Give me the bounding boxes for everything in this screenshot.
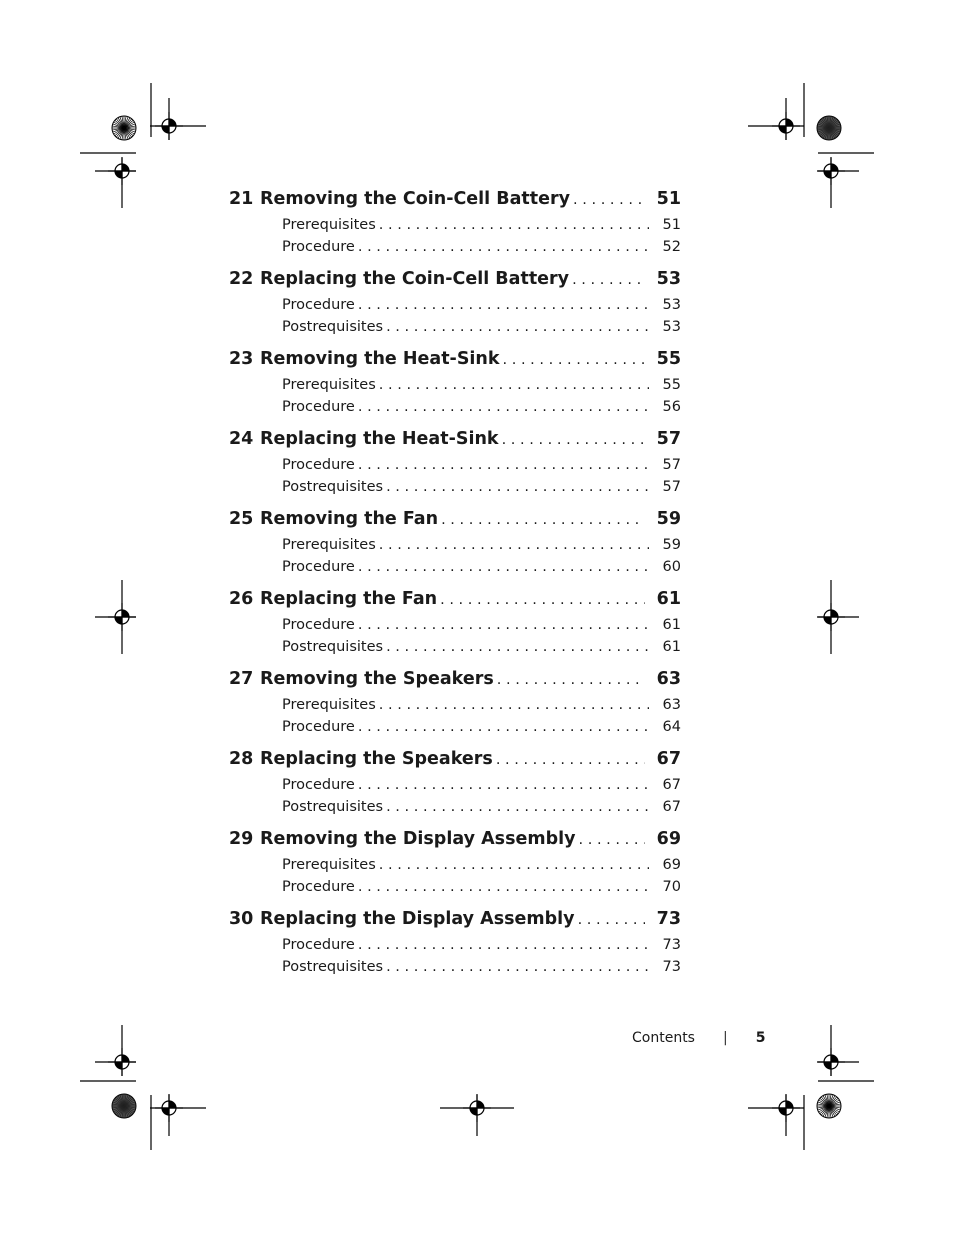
dot-leader [358, 937, 649, 953]
section-page-number: 64 [662, 719, 681, 735]
starburst-target-icon [112, 1094, 136, 1118]
section-page-number: 55 [662, 377, 681, 393]
dot-leader [386, 799, 649, 815]
section-page-number: 59 [662, 537, 681, 553]
dot-leader [358, 617, 649, 633]
chapter-page-number: 69 [656, 829, 681, 849]
dot-leader [441, 512, 645, 528]
chapter-title: Removing the Display Assembly [260, 829, 576, 849]
chapter-number: 23 [229, 349, 254, 369]
chapter-page-number: 63 [656, 669, 681, 689]
section-page-number: 52 [662, 239, 681, 255]
chapter-title: Removing the Speakers [260, 669, 494, 689]
section-page-number: 63 [662, 697, 681, 713]
dot-leader [386, 479, 649, 495]
section-page-number: 67 [662, 777, 681, 793]
chapter-title: Removing the Fan [260, 509, 439, 529]
toc-section-entry[interactable] [282, 217, 681, 239]
section-title: Procedure [282, 617, 355, 633]
section-title: Procedure [282, 879, 355, 895]
section-title: Procedure [282, 457, 355, 473]
toc-section-entry[interactable] [282, 297, 681, 319]
dot-leader [579, 832, 645, 848]
toc-section-entry[interactable] [282, 399, 681, 421]
dot-leader [573, 192, 645, 208]
section-page-number: 53 [662, 319, 681, 335]
toc-chapter-entry[interactable] [229, 269, 681, 297]
section-page-number: 61 [662, 617, 681, 633]
section-title: Postrequisites [282, 799, 384, 815]
chapter-number: 25 [229, 509, 254, 529]
dot-leader [496, 752, 645, 768]
dot-leader [440, 592, 645, 608]
dot-leader [358, 719, 649, 735]
toc-section-entry[interactable] [282, 239, 681, 261]
toc-chapter [229, 829, 681, 901]
toc-section-entry[interactable] [282, 537, 681, 559]
toc-section-entry[interactable] [282, 639, 681, 661]
dot-leader [386, 639, 649, 655]
chapter-title: Replacing the Display Assembly [260, 909, 575, 929]
page-footer [600, 1030, 766, 1046]
toc-section-entry[interactable] [282, 559, 681, 581]
chapter-page-number: 67 [656, 749, 681, 769]
section-title: Prerequisites [282, 217, 376, 233]
dot-leader [358, 297, 649, 313]
section-title: Prerequisites [282, 377, 376, 393]
chapter-number: 30 [229, 909, 254, 929]
toc-chapter [229, 349, 681, 421]
section-title: Procedure [282, 399, 355, 415]
section-title: Procedure [282, 239, 355, 255]
chapter-number: 27 [229, 669, 254, 689]
table-of-contents [229, 189, 681, 989]
dot-leader [379, 377, 649, 393]
chapter-title: Removing the Heat-Sink [260, 349, 500, 369]
section-title: Postrequisites [282, 479, 384, 495]
toc-chapter-entry[interactable] [229, 589, 681, 617]
section-title: Procedure [282, 297, 355, 313]
chapter-number: 26 [229, 589, 254, 609]
chapter-title: Replacing the Heat-Sink [260, 429, 499, 449]
toc-section-entry[interactable] [282, 799, 681, 821]
dot-leader [358, 777, 649, 793]
chapter-page-number: 73 [656, 909, 681, 929]
dot-leader [379, 537, 649, 553]
toc-chapter-entry[interactable] [229, 909, 681, 937]
toc-section-entry[interactable] [282, 479, 681, 501]
chapter-title: Replacing the Coin-Cell Battery [260, 269, 570, 289]
chapter-title: Removing the Coin-Cell Battery [260, 189, 571, 209]
dot-leader [358, 239, 649, 255]
dot-leader [379, 857, 649, 873]
toc-chapter-entry[interactable] [229, 349, 681, 377]
section-page-number: 53 [662, 297, 681, 313]
footer-section-label: Contents [632, 1030, 695, 1046]
section-page-number: 61 [662, 639, 681, 655]
section-page-number: 67 [662, 799, 681, 815]
section-page-number: 69 [662, 857, 681, 873]
toc-chapter-entry[interactable] [229, 669, 681, 697]
section-title: Postrequisites [282, 959, 384, 975]
toc-chapter [229, 429, 681, 501]
toc-chapter [229, 189, 681, 261]
toc-chapter [229, 589, 681, 661]
chapter-page-number: 53 [656, 269, 681, 289]
toc-chapter-entry[interactable] [229, 829, 681, 857]
dot-leader [386, 959, 649, 975]
section-title: Procedure [282, 937, 355, 953]
toc-section-entry[interactable] [282, 879, 681, 901]
dot-leader [502, 432, 645, 448]
footer-page-number: 5 [755, 1030, 766, 1046]
toc-chapter-entry[interactable] [229, 509, 681, 537]
chapter-title: Replacing the Fan [260, 589, 438, 609]
toc-section-entry[interactable] [282, 617, 681, 639]
section-title: Procedure [282, 777, 355, 793]
dot-leader [386, 319, 649, 335]
dot-leader [358, 457, 649, 473]
chapter-page-number: 59 [656, 509, 681, 529]
starburst-target-icon [112, 116, 136, 140]
chapter-page-number: 61 [656, 589, 681, 609]
toc-chapter [229, 749, 681, 821]
section-title: Prerequisites [282, 857, 376, 873]
toc-chapter [229, 269, 681, 341]
toc-section-entry[interactable] [282, 777, 681, 799]
toc-section-entry[interactable] [282, 457, 681, 479]
toc-section-entry[interactable] [282, 959, 681, 981]
section-page-number: 60 [662, 559, 681, 575]
chapter-number: 21 [229, 189, 254, 209]
section-page-number: 51 [662, 217, 681, 233]
toc-chapter [229, 909, 681, 981]
toc-chapter [229, 509, 681, 581]
chapter-number: 28 [229, 749, 254, 769]
chapter-number: 29 [229, 829, 254, 849]
footer-separator: | [722, 1030, 728, 1046]
section-title: Postrequisites [282, 319, 384, 335]
dot-leader [578, 912, 645, 928]
section-page-number: 57 [662, 457, 681, 473]
chapter-page-number: 51 [656, 189, 681, 209]
section-page-number: 73 [662, 937, 681, 953]
starburst-target-icon [817, 1094, 841, 1118]
toc-section-entry[interactable] [282, 697, 681, 719]
chapter-number: 24 [229, 429, 254, 449]
toc-chapter-entry[interactable] [229, 429, 681, 457]
dot-leader [358, 879, 649, 895]
chapter-page-number: 55 [656, 349, 681, 369]
toc-section-entry[interactable] [282, 857, 681, 879]
starburst-target-icon [817, 116, 841, 140]
section-title: Prerequisites [282, 697, 376, 713]
chapter-page-number: 57 [656, 429, 681, 449]
chapter-title: Replacing the Speakers [260, 749, 493, 769]
toc-section-entry[interactable] [282, 937, 681, 959]
section-page-number: 70 [662, 879, 681, 895]
section-page-number: 73 [662, 959, 681, 975]
toc-chapter [229, 669, 681, 741]
section-title: Procedure [282, 559, 355, 575]
dot-leader [358, 559, 649, 575]
dot-leader [379, 697, 649, 713]
toc-section-entry[interactable] [282, 719, 681, 741]
toc-section-entry[interactable] [282, 319, 681, 341]
section-title: Postrequisites [282, 639, 384, 655]
chapter-number: 22 [229, 269, 254, 289]
dot-leader [497, 672, 645, 688]
dot-leader [379, 217, 649, 233]
section-page-number: 57 [662, 479, 681, 495]
dot-leader [572, 272, 645, 288]
toc-chapter-entry[interactable] [229, 189, 681, 217]
dot-leader [503, 352, 645, 368]
toc-section-entry[interactable] [282, 377, 681, 399]
section-page-number: 56 [662, 399, 681, 415]
section-title: Prerequisites [282, 537, 376, 553]
toc-chapter-entry[interactable] [229, 749, 681, 777]
section-title: Procedure [282, 719, 355, 735]
dot-leader [358, 399, 649, 415]
